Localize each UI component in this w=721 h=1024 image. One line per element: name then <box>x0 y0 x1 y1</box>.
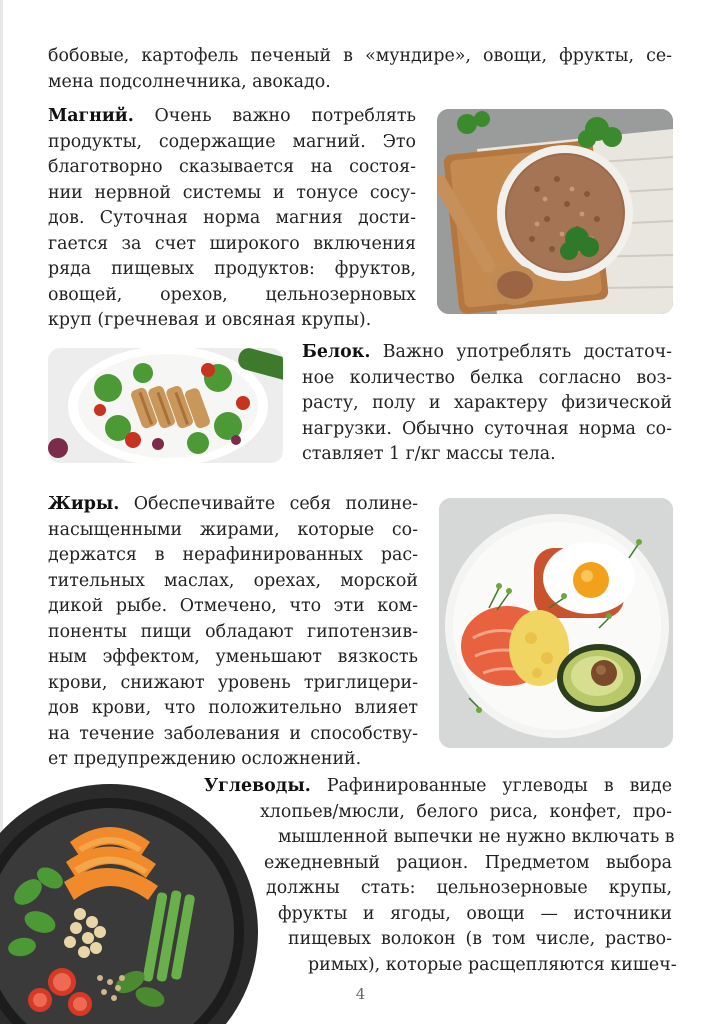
text-line: пищевых волокон (в том числе, раство- <box>288 929 672 949</box>
text-line: на течение заболевания и способству- <box>48 723 418 744</box>
text-line: дов. Суточная норма магния дости- <box>48 208 416 228</box>
page-number: 4 <box>355 985 366 1003</box>
buckwheat-bowl-image <box>437 109 673 314</box>
text-line: бобовые, картофель печеный в «мундире», овощи, фрукты, се- <box>48 46 672 66</box>
text-line: ставляет 1 г/кг массы тела. <box>302 444 556 464</box>
text-line: Важно употреблять достаточ- <box>370 342 672 362</box>
intro-paragraph <box>48 44 672 95</box>
text-line: ным эффектом, уменьшают вязкость <box>48 647 418 667</box>
text-line: хлопьев/мюсли, белого риса, конфет, про- <box>260 801 672 822</box>
text-line: гается за счет широкого включения <box>48 233 416 254</box>
text-line: Рафинированные углеводы в виде <box>310 776 672 796</box>
text-line: ежедневный рацион. Предметом выбора <box>264 852 672 873</box>
text-line: должны стать: цельнозерновые крупы, <box>266 878 672 898</box>
text-line: овощей, орехов, цельнозерновых <box>48 284 416 305</box>
protein-paragraph <box>302 340 672 468</box>
text-line: ет предупреждению осложнений. <box>48 749 362 769</box>
text-line: держатся в нерафинированных рас- <box>48 545 418 565</box>
text-line: мена подсолнечника, авокадо. <box>48 71 331 92</box>
text-line: ряда пищевых продуктов: фруктов, <box>48 259 416 279</box>
text-line: фрукты и ягоды, овощи — источники <box>278 903 672 924</box>
protein-heading: Белок. <box>302 342 371 362</box>
magnesium-paragraph <box>48 104 416 334</box>
text-line: поненты пищи обладают гипотензив- <box>48 621 418 642</box>
magnesium-heading: Магний. <box>48 106 134 126</box>
text-line: насыщенными жирами, которые со- <box>48 519 418 540</box>
text-line: дикой рыбе. Отмечено, что эти ком- <box>48 596 418 616</box>
text-line: нагрузки. Обычно суточная норма со- <box>302 418 672 439</box>
fats-heading: Жиры. <box>48 494 120 514</box>
text-line: ное количество белка согласно воз- <box>302 367 672 388</box>
text-line: дов крови, что положительно влияет <box>48 698 418 718</box>
text-line: тительных маслах, орехах, морской <box>48 570 418 591</box>
text-line: расту, полу и характеру физической <box>302 393 672 413</box>
text-line: Обеспечивайте себя полине- <box>119 494 418 514</box>
text-line: нии нервной системы и тонусе сосу- <box>48 182 416 203</box>
carbs-heading: Углеводы. <box>204 776 311 796</box>
text-line: круп (гречневая и овсяная крупы). <box>48 310 372 330</box>
carbs-paragraph <box>204 774 677 978</box>
text-line: Очень важно потреблять <box>133 106 416 126</box>
fats-paragraph <box>48 492 418 773</box>
salmon-egg-avocado-image <box>439 498 673 748</box>
text-line: мышленной выпечки не нужно включать в <box>278 827 675 847</box>
text-line: крови, снижают уровень триглицери- <box>48 672 418 693</box>
text-line: римых), которые расщепляются кишеч- <box>308 954 677 975</box>
chicken-salad-image <box>48 348 283 463</box>
text-line: продукты, содержащие магний. Это <box>48 131 416 152</box>
text-line: благотворно сказывается на состоя- <box>48 157 416 177</box>
